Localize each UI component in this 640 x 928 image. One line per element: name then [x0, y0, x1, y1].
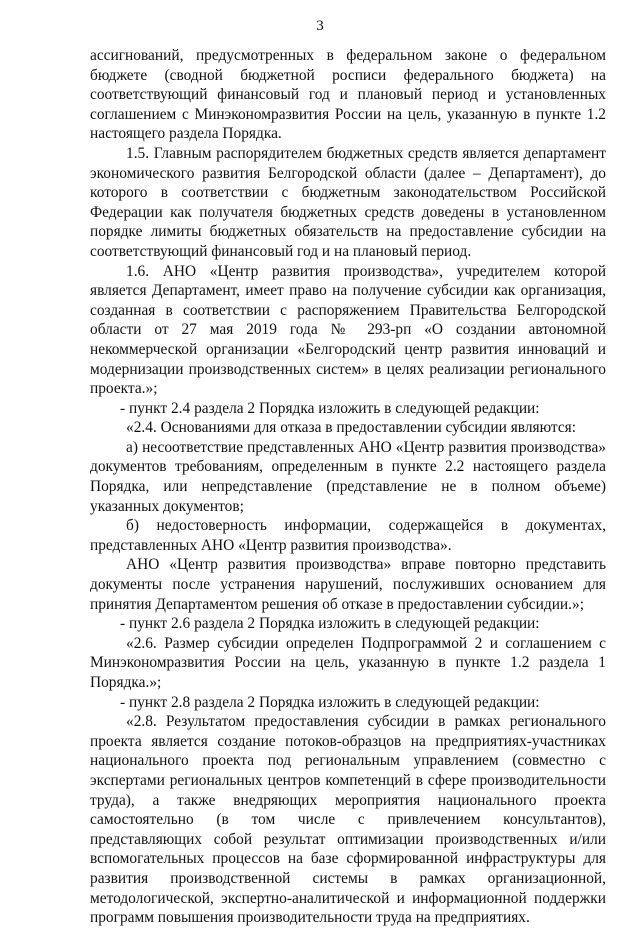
paragraph: - пункт 2.6 раздела 2 Порядка изложить в следующей редакции: [120, 615, 540, 633]
page-number: 3 [316, 18, 324, 34]
paragraph: «2.8. Результатом предоставления субсидии в рамках регионального проекта является создание потоков-образцов на предприятиях-участниках национального проекта под региональным управлением (совместно с экспертами региональных центров компетенций в сфере производительности труда), а также внедряющих мероприятия национального проекта самостоятельно (в том числе с привлечением консультантов), представляющих собой результат оптимизации производственных и/или вспомогательных процессов на базе сформированной инфраструктуры для развития производственной системы в рамках организационной, методологической, экспертно-аналитической и информационной поддержки программ повышения производительности труда на предприятиях. [90, 713, 606, 927]
paragraph: АНО «Центр развития производства» вправе повторно представить документы после устранения нарушений, послуживших основанием для принятия Департаментом решения об отказе в предоставлении субсидии.»; [90, 556, 606, 613]
paragraph: «2.6. Размер субсидии определен Подпрограммой 2 и соглашением с Минэкономразвития России на цель, указанную в пункте 1.2 раздела 1 Порядка.»; [90, 634, 606, 691]
paragraph: а) несоответствие представленных АНО «Центр развития производства» документов требованиям, определенным в пункте 2.2 настоящего раздела Порядка, или непредставление (представление не в полном объеме) указанных документов; [90, 438, 606, 515]
paragraph: 1.5. Главным распорядителем бюджетных средств является департамент экономического развития Белгородской области (далее – Департамент), до которого в соответствии с бюджетным законодательством Российской Федерации как получателя бюджетных средств доведены в установленном порядке лимиты бюджетных обязательств на предоставление субсидии на соответствующий финансовый год и на плановый период. [90, 144, 606, 260]
paragraph: «2.4. Основаниями для отказа в предоставлении субсидии являются: [126, 419, 577, 437]
paragraph: - пункт 2.8 раздела 2 Порядка изложить в следующей редакции: [120, 693, 540, 711]
paragraph: - пункт 2.4 раздела 2 Порядка изложить в следующей редакции: [120, 399, 540, 417]
paragraph: б) недостоверность информации, содержащейся в документах, представленных АНО «Центр развития производства». [90, 517, 606, 554]
paragraph: 1.6. АНО «Центр развития производства», учредителем которой является Департамент, имеет право на получение субсидии как организация, созданная в соответствии с распоряжением Правительства Белгородской области от 27 мая 2019 года № 293-рп «О создании автономной некоммерческой организации «Белгородский центр развития инноваций и модернизации производственных систем» в целях реализации регионального проекта.»; [90, 262, 606, 398]
document-body [90, 46, 606, 928]
paragraph: ассигнований, предусмотренных в федеральном законе о федеральном бюджете (сводной бюджетной росписи федерального бюджета) на соответствующий финансовый год и плановый период и установленных соглашением с Минэкономразвития России на цель, указанную в пункте 1.2 настоящего раздела Порядка. [90, 47, 606, 143]
